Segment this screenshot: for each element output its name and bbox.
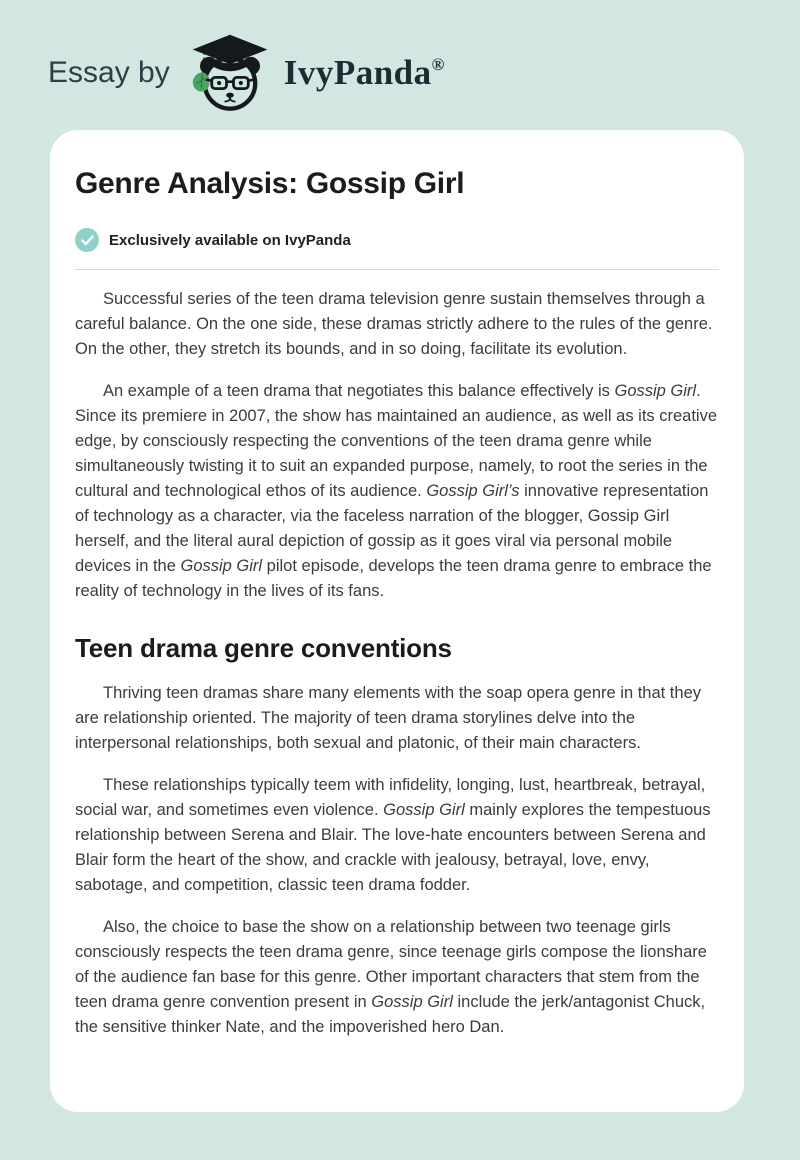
section-heading: Teen drama genre conventions: [75, 633, 452, 663]
brand-name: IvyPanda®: [283, 53, 445, 92]
essay-body: [75, 287, 719, 1040]
essay-paragraph: Thriving teen dramas share many elements with the soap opera genre in that they are relationship oriented. The majority of teen drama storylines delve into the interpersonal relationships, both sexual and platonic, of their main characters.: [75, 684, 701, 752]
ivypanda-panda-logo-icon: [186, 33, 274, 113]
essay-paragraph: Successful series of the teen drama television genre sustain themselves through a careful balance. On the one side, these dramas strictly adhere to the rules of the genre. On the other, they stretch its bounds, and in so doing, facilitate its evolution.: [75, 290, 713, 358]
essay-paragraph: These relationships typically teem with infidelity, longing, lust, heartbreak, betrayal, social war, and sometimes even violence. Gossip Girl mainly explores the tempestuous relationship between Serena and Blair. The love-hate encounters between Serena and Blair form the heart of the show, and crackle with jealousy, betrayal, love, envy, sabotage, and competition, classic teen drama fodder.: [75, 776, 711, 894]
exclusivity-badge: [75, 228, 719, 252]
essay-card: [50, 130, 744, 1112]
check-icon: [75, 228, 99, 252]
badge-label: Exclusively available on IvyPanda: [109, 231, 351, 249]
divider: [75, 269, 719, 270]
registered-mark: ®: [431, 55, 445, 74]
essay-by-label: Essay by: [48, 56, 170, 89]
page-header: [0, 0, 800, 112]
essay-paragraph: An example of a teen drama that negotiates this balance effectively is Gossip Girl. Since its premiere in 2007, the show has maintained an audience, as well as its creative edge, by consciously respecting the conventions of the teen drama genre while simultaneously twisting it to suit an expanded purpose, namely, to root the series in the cultural and technological ethos of its audience. Gossip Girl’s innovative representation of technology as a character, via the faceless narration of the blogger, Gossip Girl herself, and the literal aural depiction of gossip as it goes viral via personal mobile devices in the Gossip Girl pilot episode, develops the teen drama genre to embrace the reality of technology in the lives of its fans.: [75, 382, 718, 600]
page-title: Genre Analysis: Gossip Girl: [75, 167, 465, 200]
essay-paragraph: Also, the choice to base the show on a relationship between two teenage girls consciously respects the teen drama genre, since teenage girls compose the lionshare of the audience fan base for this genre. Other important characters that stem from the teen drama genre convention present in Gossip Girl include the jerk/antagonist Chuck, the sensitive thinker Nate, and the impoverished hero Dan.: [75, 918, 707, 1036]
